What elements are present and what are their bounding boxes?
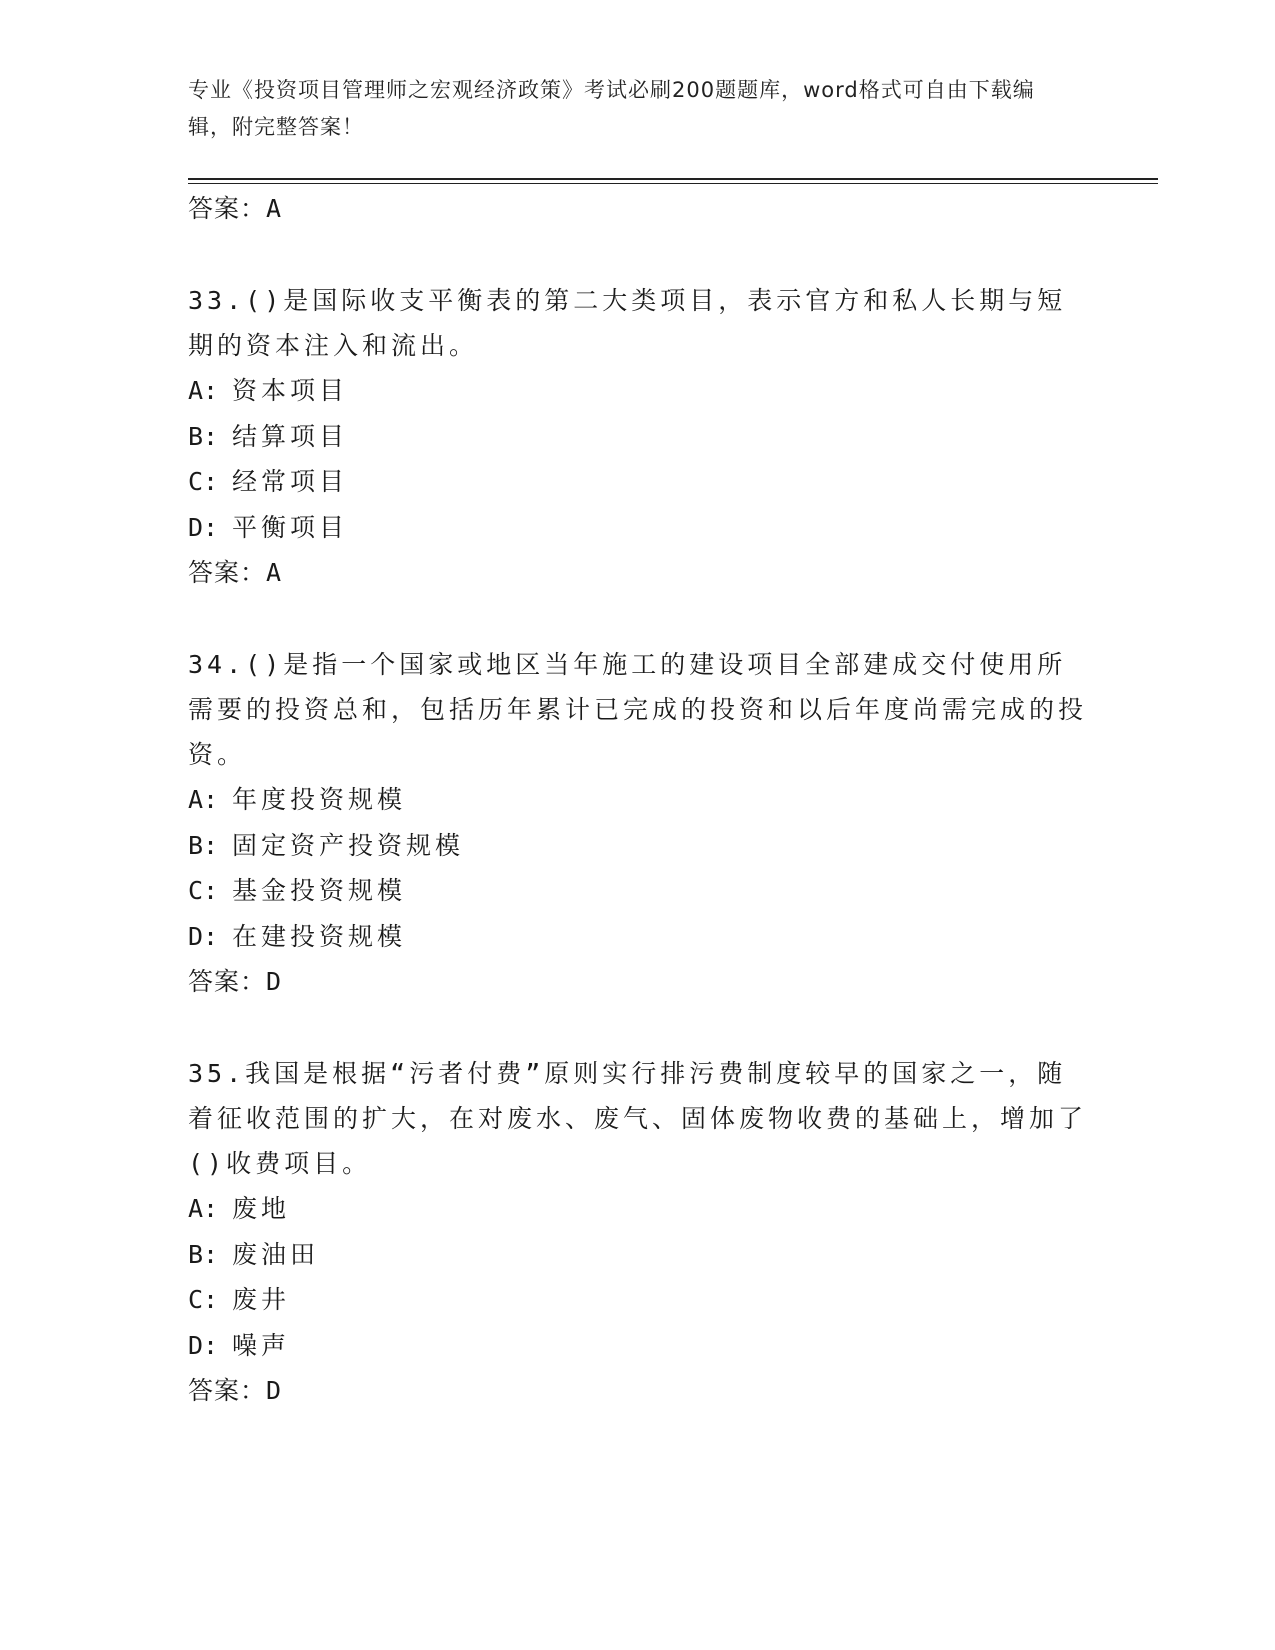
option-text: 年度投资规模 — [232, 785, 407, 814]
option-text: 结算项目 — [232, 421, 349, 451]
option-letter: B: — [188, 1239, 219, 1269]
option-a — [188, 1186, 1088, 1232]
answer-value: A — [266, 194, 283, 223]
option-d — [188, 505, 1088, 551]
option-text: 资本项目 — [232, 376, 349, 405]
option-c — [188, 1277, 1088, 1323]
answer-value: A — [266, 558, 283, 587]
question-stem: 35.我国是根据“污者付费”原则实行排污费制度较早的国家之一，随着征收范围的扩大，在对废水、废气、固体废物收费的基础上，增加了()收费项目。 — [188, 1059, 1088, 1178]
option-b — [188, 414, 1088, 460]
option-a — [188, 777, 1088, 823]
option-letter: B: — [188, 421, 219, 451]
option-letter: C: — [188, 1285, 219, 1314]
answer-value: D — [266, 967, 283, 996]
option-a — [188, 368, 1088, 414]
option-letter: D: — [188, 512, 219, 542]
question-stem: 34.()是指一个国家或地区当年施工的建设项目全部建成交付使用所需要的投资总和，包括历年累计已完成的投资和以后年度尚需完成的投资。 — [188, 650, 1088, 769]
option-letter: C: — [188, 467, 219, 496]
option-text: 废地 — [232, 1194, 291, 1223]
option-text: 固定资产投资规模 — [232, 830, 465, 860]
option-c — [188, 868, 1088, 914]
option-text: 基金投资规模 — [232, 876, 407, 905]
option-text: 废油田 — [232, 1239, 320, 1269]
option-letter: A: — [188, 785, 219, 814]
answer-line — [188, 550, 1088, 596]
question-list — [188, 186, 1088, 1414]
question-block — [188, 642, 1088, 1005]
answer-label: 答案： — [188, 1376, 267, 1405]
option-letter: C: — [188, 876, 219, 905]
answer-label: 答案： — [188, 558, 267, 587]
page-header — [188, 72, 1068, 146]
option-text: 废井 — [232, 1285, 291, 1314]
question-stem: 33.()是国际收支平衡表的第二大类项目，表示官方和私人长期与短期的资本注入和流出。 — [188, 286, 1067, 360]
option-b — [188, 823, 1088, 869]
header-divider-thin — [188, 183, 1158, 184]
answer-line — [188, 959, 1088, 1005]
option-d — [188, 1323, 1088, 1369]
question-block — [188, 278, 1088, 596]
option-text: 在建投资规模 — [232, 921, 407, 951]
option-b — [188, 1232, 1088, 1278]
option-letter: D: — [188, 921, 219, 951]
option-d — [188, 914, 1088, 960]
option-text: 平衡项目 — [232, 512, 349, 542]
answer-label: 答案： — [188, 194, 267, 223]
answer-line — [188, 1368, 1088, 1414]
option-letter: A: — [188, 1194, 219, 1223]
answer-value: D — [266, 1376, 283, 1405]
header-text: 专业《投资项目管理师之宏观经济政策》考试必刷200题题库，word格式可自由下载编辑，附完整答案！ — [188, 78, 1035, 139]
option-text: 噪声 — [232, 1330, 291, 1360]
option-letter: B: — [188, 830, 219, 860]
header-divider-thick — [188, 178, 1158, 180]
option-letter: D: — [188, 1330, 219, 1360]
question-block — [188, 1051, 1088, 1414]
option-letter: A: — [188, 376, 219, 405]
answer-label: 答案： — [188, 967, 267, 996]
option-c — [188, 459, 1088, 505]
option-text: 经常项目 — [232, 467, 349, 496]
answer-line — [188, 186, 1088, 232]
